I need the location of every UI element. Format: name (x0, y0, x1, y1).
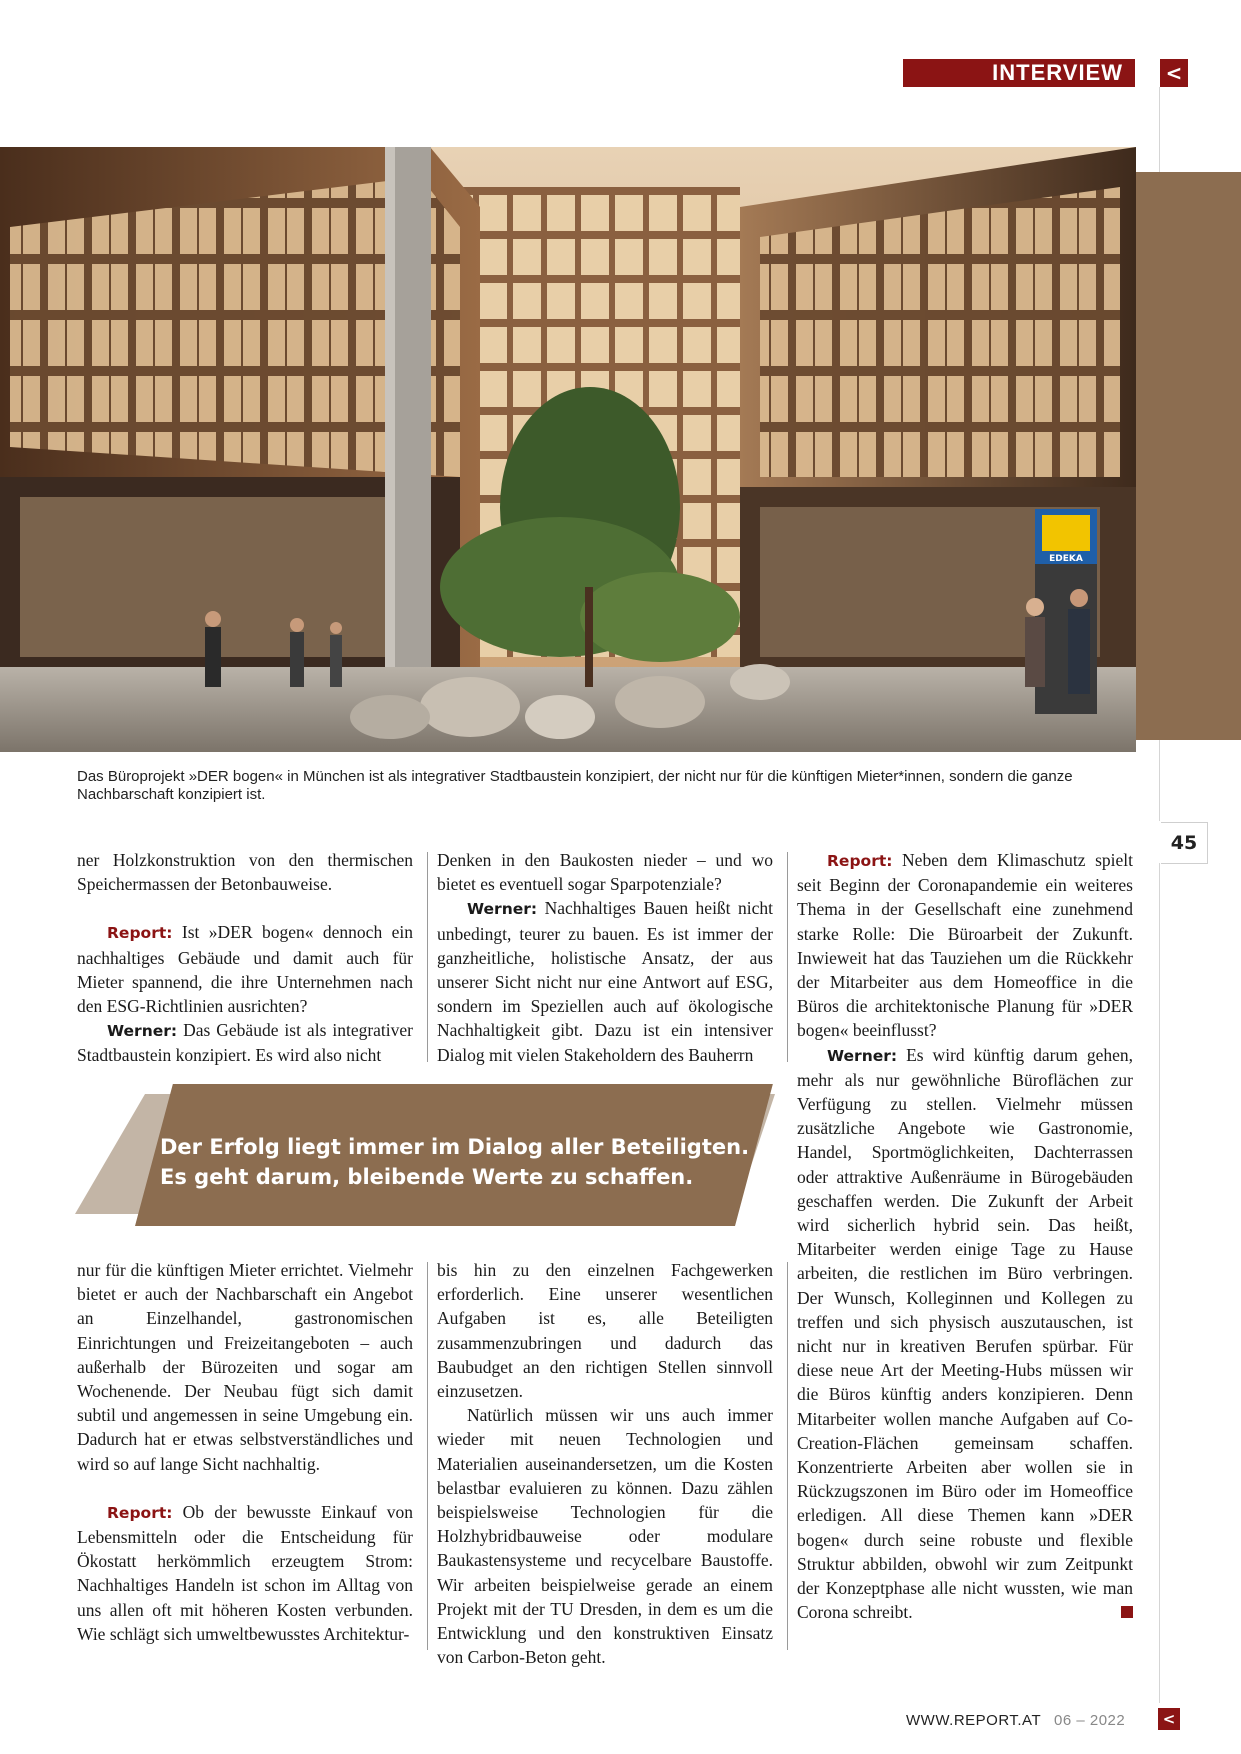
courtyard-photo (0, 147, 1136, 752)
pull-quote (160, 1132, 760, 1192)
footer-issue: 06 – 2022 (1054, 1712, 1126, 1729)
speaker-report: Report: (827, 852, 893, 870)
column-2-bottom (437, 1258, 773, 1669)
question-paragraph: Report: Ob der bewusste Einkauf von Lebensmitteln oder die Entscheidung für Ökostatt herkömmlich erzeugtem Strom: Nachhaltiges Handeln ist schon im Alltag von uns allen oft mit höheren Kosten verbunden. Wie schlägt sich umweltbewusstes Architektur- (77, 1501, 413, 1644)
paragraph: Denken in den Baukosten nieder – und wo bietet es eventuell sogar Sparpotenziale? (437, 850, 773, 895)
speaker-werner: Werner: (467, 900, 538, 919)
question-paragraph: Report: Ist »DER bogen« dennoch ein nachhaltiges Gebäude und damit auch für Mieter spannend, die ihre Unternehmen nach den ESG-Richtlinien ausrichten? (77, 922, 413, 1017)
column-3 (797, 848, 1133, 1625)
end-mark-icon (1121, 1606, 1133, 1618)
speaker-werner: Werner: (827, 1046, 898, 1065)
footer-back-arrow-icon[interactable]: < (1158, 1708, 1180, 1730)
back-arrow-icon[interactable]: < (1160, 59, 1188, 87)
paragraph: ner Holzkonstruktion von den thermischen Speichermassen der Betonbauweise. (77, 850, 413, 895)
edeka-sign-text: EDEKA (1049, 554, 1083, 564)
question-paragraph: Report: Neben dem Klimaschutz spielt seit Beginn der Coronapandemie ein weiteres Thema in der Gesellschaft eine zunehmend starke Rolle: Die Büroarbeit der Zukunft. Inwieweit hat das Tauziehen um die Rückkehr der Mitarbeiter aus dem Homeoffice in die Büros die architektonische Planung für »DER bogen« beeinflusst? (797, 850, 1133, 1041)
speaker-werner: Werner: (107, 1022, 178, 1041)
side-color-tab (1136, 172, 1241, 740)
paragraph: nur für die künftigen Mieter errichtet. Vielmehr bietet er auch der Nachbarschaft ein Angebot an Einzelhandel, gastronomischen Einrichtungen und Freizeitangeboten – auch außerhalb der Bürozeiten und sogar am Wochenende. Der Neubau fügt sich damit subtil und angemessen in seine Umgebung ein. Dadurch hat er etwas selbstverständliches und wird so auf lange Sicht nachhaltig. (77, 1260, 413, 1474)
answer-paragraph: Werner: Es wird künftig darum gehen, mehr als nur gewöhnliche Büroflächen zur Verfügung zu stellen. Vielmehr müssen zusätzliche Angebote wie Gastronomie, Handel, Sportmöglichkeiten, Dachterrassen oder attraktive Außenräume in Bürogebäuden geschaffen werden. Die Zukunft der Arbeit wird sicherlich hybrid sein. Das heißt, Mitarbeiter werden einige Tage zu Hause arbeiten, die restlichen im Büro verbringen. Der Wunsch, Kolleginnen und Kollegen zu treffen und sich physisch auszutauschen, ist nicht nur in kreativen Berufen spürbar. Für diese neue Art der Meeting-Hubs müssen wir die Büros künftig anders konzipieren. Denn Mitarbeiter wollen manche Aufgaben auf Co-Creation-Flächen gemeinsam schaffen. Konzentrierte Arbeiten aber wollen sie in Rückzugszonen im Büro oder im Homeoffice erledigen. All diese Themen kann »DER bogen« durch seine robuste und flexible Struktur abbilden, obwohl wir zum Zeitpunkt der Konzeptphase alle nicht wussten, wie man Corona schreibt. (797, 1044, 1133, 1623)
page-number: 45 (1161, 822, 1208, 864)
answer-paragraph: Werner: Das Gebäude ist als integrativer Stadtbaustein konzipiert. Es wird also nicht (77, 1020, 414, 1066)
paragraph: bis hin zu den einzelnen Fachgewerken erforderlich. Eine unserer wesentlichen Aufgaben ist es, alle Beteiligten zusammenzubringen und dadurch das Baubudget an den richtigen Stellen sinnvoll einzusetzen. (437, 1260, 773, 1402)
column-divider (787, 852, 788, 1062)
paragraph: Natürlich müssen wir uns auch immer wieder mit neuen Technologien und Materialien auseinandersetzen, um die Kosten belastbar evaluieren zu können. Dazu zählen beispielsweise Technologien für die Holzhybridbauweise oder modulare Baukastensysteme und recycelbare Baustoffe. Wir arbeiten beispielweise gerade an einem Projekt mit der TU Dresden, in dem es um die Entwicklung und den konstruktiven Einsatz von Carbon-Beton geht. (437, 1405, 773, 1668)
column-divider (427, 852, 428, 1062)
column-1-bottom (77, 1258, 413, 1646)
answer-paragraph: Werner: Nachhaltiges Bauen heißt nicht unbedingt, teurer zu bauen. Es ist immer der ganzheitliche, holistische Ansatz, der aus unserer Sicht nicht nur eine Antwort auf ESG, sondern im Speziellen auch auf ökologische Nachhaltigkeit gibt. Dazu ist ein intensiver Dialog mit vielen Stakeholdern des Bauherrn (437, 898, 774, 1065)
column-divider (427, 1262, 428, 1650)
column-2-top (437, 848, 773, 1067)
speaker-report: Report: (107, 1503, 173, 1522)
pull-quote-line-1: Der Erfolg liegt immer im Dialog aller Beteiligten. (160, 1135, 750, 1159)
pull-quote-line-2: Es geht darum, bleibende Werte zu schaffen. (160, 1165, 694, 1189)
margin-rule-lower (1159, 863, 1160, 1703)
footer-website[interactable]: WWW.REPORT.AT (906, 1712, 1042, 1729)
speaker-report: Report: (107, 924, 173, 943)
section-label: INTERVIEW (903, 59, 1135, 87)
photo-caption: Das Büroprojekt »DER bogen« in München ist als integrativer Stadtbaustein konzipiert, der nicht nur für die künftigen Mieter*innen, sondern die ganze Nachbarschaft konzipiert ist. (77, 768, 1073, 803)
column-divider (787, 1262, 788, 1650)
column-1-top (77, 848, 413, 1068)
